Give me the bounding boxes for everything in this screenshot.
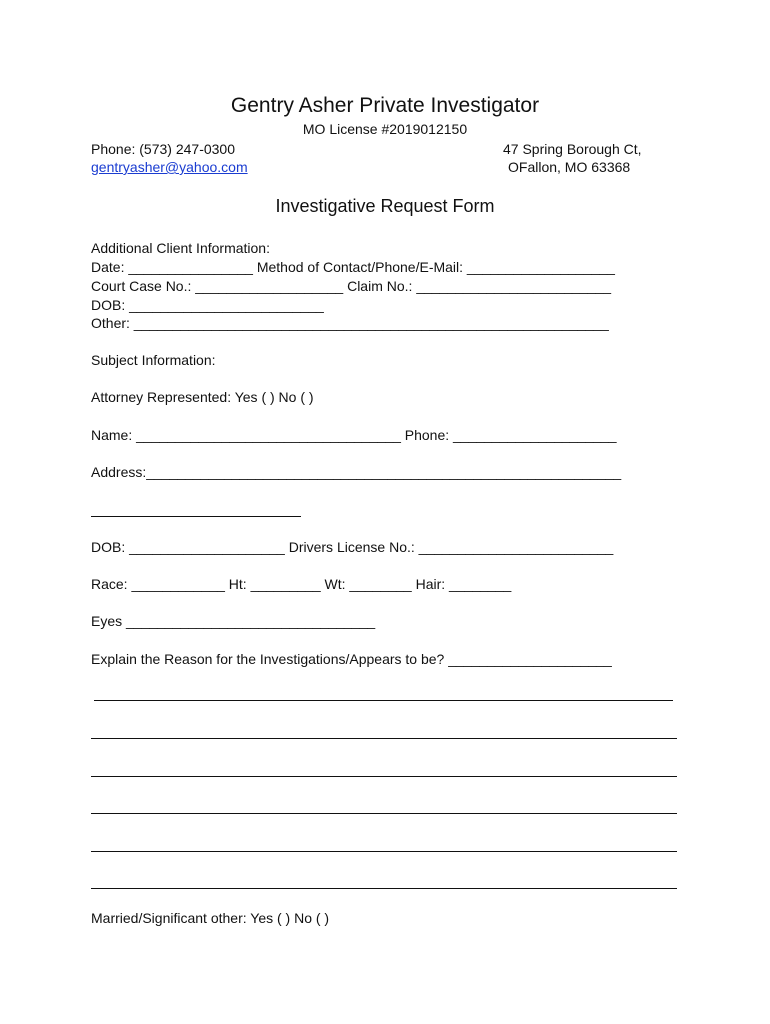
form-title: Investigative Request Form <box>275 196 495 216</box>
section-subject-info: Subject Information: <box>91 352 216 368</box>
phone-number: Phone: (573) 247-0300 <box>91 141 235 157</box>
address-line[interactable]: Address:_____________________________________________________________ <box>91 464 622 480</box>
section-additional-client-info: Additional Client Information: <box>91 240 270 256</box>
court-case-claim-line[interactable]: Court Case No.: ___________________ Claim No.: _________________________ <box>91 278 611 294</box>
email-link[interactable]: gentryasher@yahoo.com <box>91 159 248 175</box>
address-line-2: OFallon, MO 63368 <box>508 159 631 175</box>
other-line[interactable]: Other: _____________________________________________________________ <box>91 315 609 331</box>
address-line-1: 47 Spring Borough Ct, <box>503 141 642 157</box>
reason-blank-line-5[interactable] <box>91 851 677 852</box>
dob-drivers-license-line[interactable]: DOB: ____________________ Drivers License No.: _________________________ <box>91 539 614 555</box>
client-dob-line[interactable]: DOB: _________________________ <box>91 297 324 313</box>
race-height-weight-hair-line[interactable]: Race: ____________ Ht: _________ Wt: ________ Hair: ________ <box>91 576 512 592</box>
name-phone-line[interactable]: Name: __________________________________ Phone: _____________________ <box>91 427 617 443</box>
married-significant-other-line[interactable]: Married/Significant other: Yes ( ) No ( ) <box>91 910 330 926</box>
address-continuation-blank[interactable] <box>91 516 301 517</box>
date-contact-method-line[interactable]: Date: ________________ Method of Contact/Phone/E-Mail: ___________________ <box>91 259 615 275</box>
reason-blank-line-2[interactable] <box>91 738 677 739</box>
reason-blank-line-1[interactable] <box>94 700 673 701</box>
explain-reason-line[interactable]: Explain the Reason for the Investigations/Appears to be? _____________________ <box>91 651 612 667</box>
license-number: MO License #2019012150 <box>302 121 468 137</box>
reason-blank-line-3[interactable] <box>91 776 677 777</box>
reason-blank-line-4[interactable] <box>91 813 677 814</box>
reason-blank-line-6[interactable] <box>91 888 677 889</box>
document-title: Gentry Asher Private Investigator <box>230 94 540 117</box>
attorney-represented-line[interactable]: Attorney Represented: Yes ( ) No ( ) <box>91 389 314 405</box>
eyes-line[interactable]: Eyes ________________________________ <box>91 613 376 629</box>
